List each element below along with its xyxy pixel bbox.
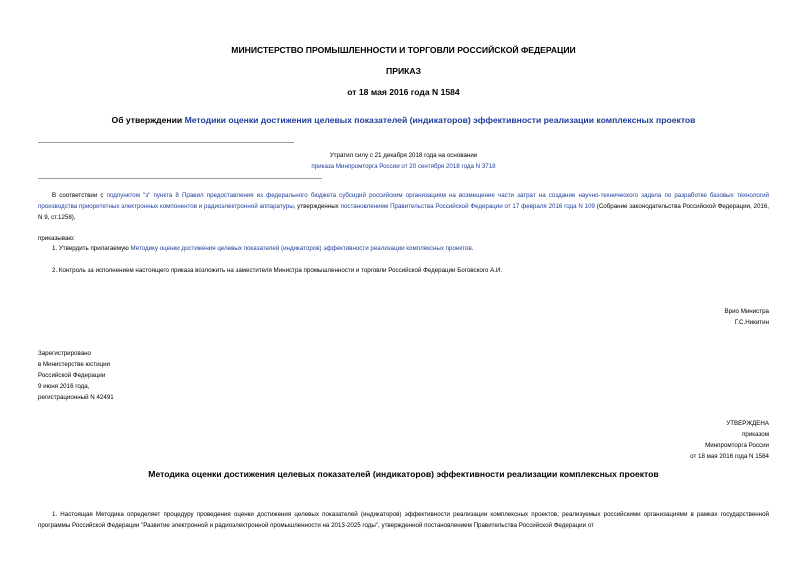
approval-line-4: от 18 мая 2016 года N 1584 (690, 453, 769, 460)
approval-line-3: Минпромторга России (705, 442, 769, 449)
document-title-prefix: Об утверждении (111, 115, 185, 125)
repeal-order-link[interactable]: приказа Минпромторга России от 20 сентября 2018 года N 3718 (311, 163, 496, 170)
order-item-1-text-a: 1. Утвердить прилагаемую (52, 245, 131, 252)
approval-line-1: УТВЕРЖДЕНА (726, 420, 769, 427)
approval-line-2: приказом (742, 431, 769, 438)
status-link-line (0, 161, 807, 172)
document-date-number: от 18 мая 2016 года N 1584 (347, 87, 460, 97)
preamble-text-c: (Собрание законодательства Российской Федерации, 2016, N 9, ст.1258), (38, 203, 769, 221)
divider-bottom (38, 178, 322, 179)
registration-line-5: регистрационный N 42491 (38, 394, 114, 401)
preamble-text-a: В соответствии с (52, 192, 107, 199)
approval-block (569, 418, 769, 462)
subparagraph-link[interactable]: подпунктом "з" пункта 8 Правил предоставления из федерального бюджета субсидий российским организациям на возмещение части затрат на создание научно-технического задела по разработке базовых технологий производства приоритетных электронных компонентов и радиоэлектронной аппаратуры (38, 192, 769, 210)
registration-block (38, 348, 114, 403)
methodology-link[interactable]: Методику оценки достижения целевых показателей (индикаторов) эффективности реализации комплексных проектов (130, 245, 472, 252)
divider-top (38, 142, 294, 143)
registration-line-2: в Министерстве юстиции (38, 361, 111, 368)
preamble-text-b: , утвержденных (293, 203, 341, 210)
methodology-paragraph-1: 1. Настоящая Методика определяет процедуру проведения оценки достижения целевых показателей (индикаторов) эффективности реализации комплексных проектов, реализуемых российскими организациями в рамках государственной программы Российской Федерации "Развитие электронной и радиоэлектронной промышленности на 2013-2025 годы", утвержденной постановлением Правительства Российской Федерации от (38, 511, 769, 529)
document-title-link[interactable]: Методики оценки достижения целевых показателей (индикаторов) эффективности реализации комплексных проектов (184, 115, 696, 125)
ministry-heading: МИНИСТЕРСТВО ПРОМЫШЛЕННОСТИ И ТОРГОВЛИ РОССИЙСКОЙ ФЕДЕРАЦИИ (231, 45, 576, 55)
document-title (0, 115, 807, 125)
signer-name: Г.С.Никитин (734, 319, 769, 326)
status-text: Утратил силу с 21 декабря 2018 года на основании (329, 152, 478, 159)
resolution-link[interactable]: постановлением Правительства Российской Федерации от 17 февраля 2016 года N 109 (340, 203, 595, 210)
registration-line-4: 9 июня 2016 года, (38, 383, 90, 390)
order-item-2: 2. Контроль за исполнением настоящего приказа возложить на заместителя Министра промышленности и торговли Российской Федерации Боговского А.И. (52, 267, 503, 274)
methodology-title: Методика оценки достижения целевых показателей (индикаторов) эффективности реализации комплексных проектов (148, 469, 659, 479)
signer-position: Врио Министра (724, 308, 769, 315)
document-type: ПРИКАЗ (386, 66, 421, 76)
order-word: приказываю: (38, 235, 75, 242)
preamble-paragraph (38, 190, 769, 223)
order-item-1-text-b: . (471, 245, 474, 252)
registration-line-1: Зарегистрировано (38, 350, 91, 357)
order-item-1 (52, 243, 769, 254)
registration-line-3: Российской Федерации (38, 372, 106, 379)
